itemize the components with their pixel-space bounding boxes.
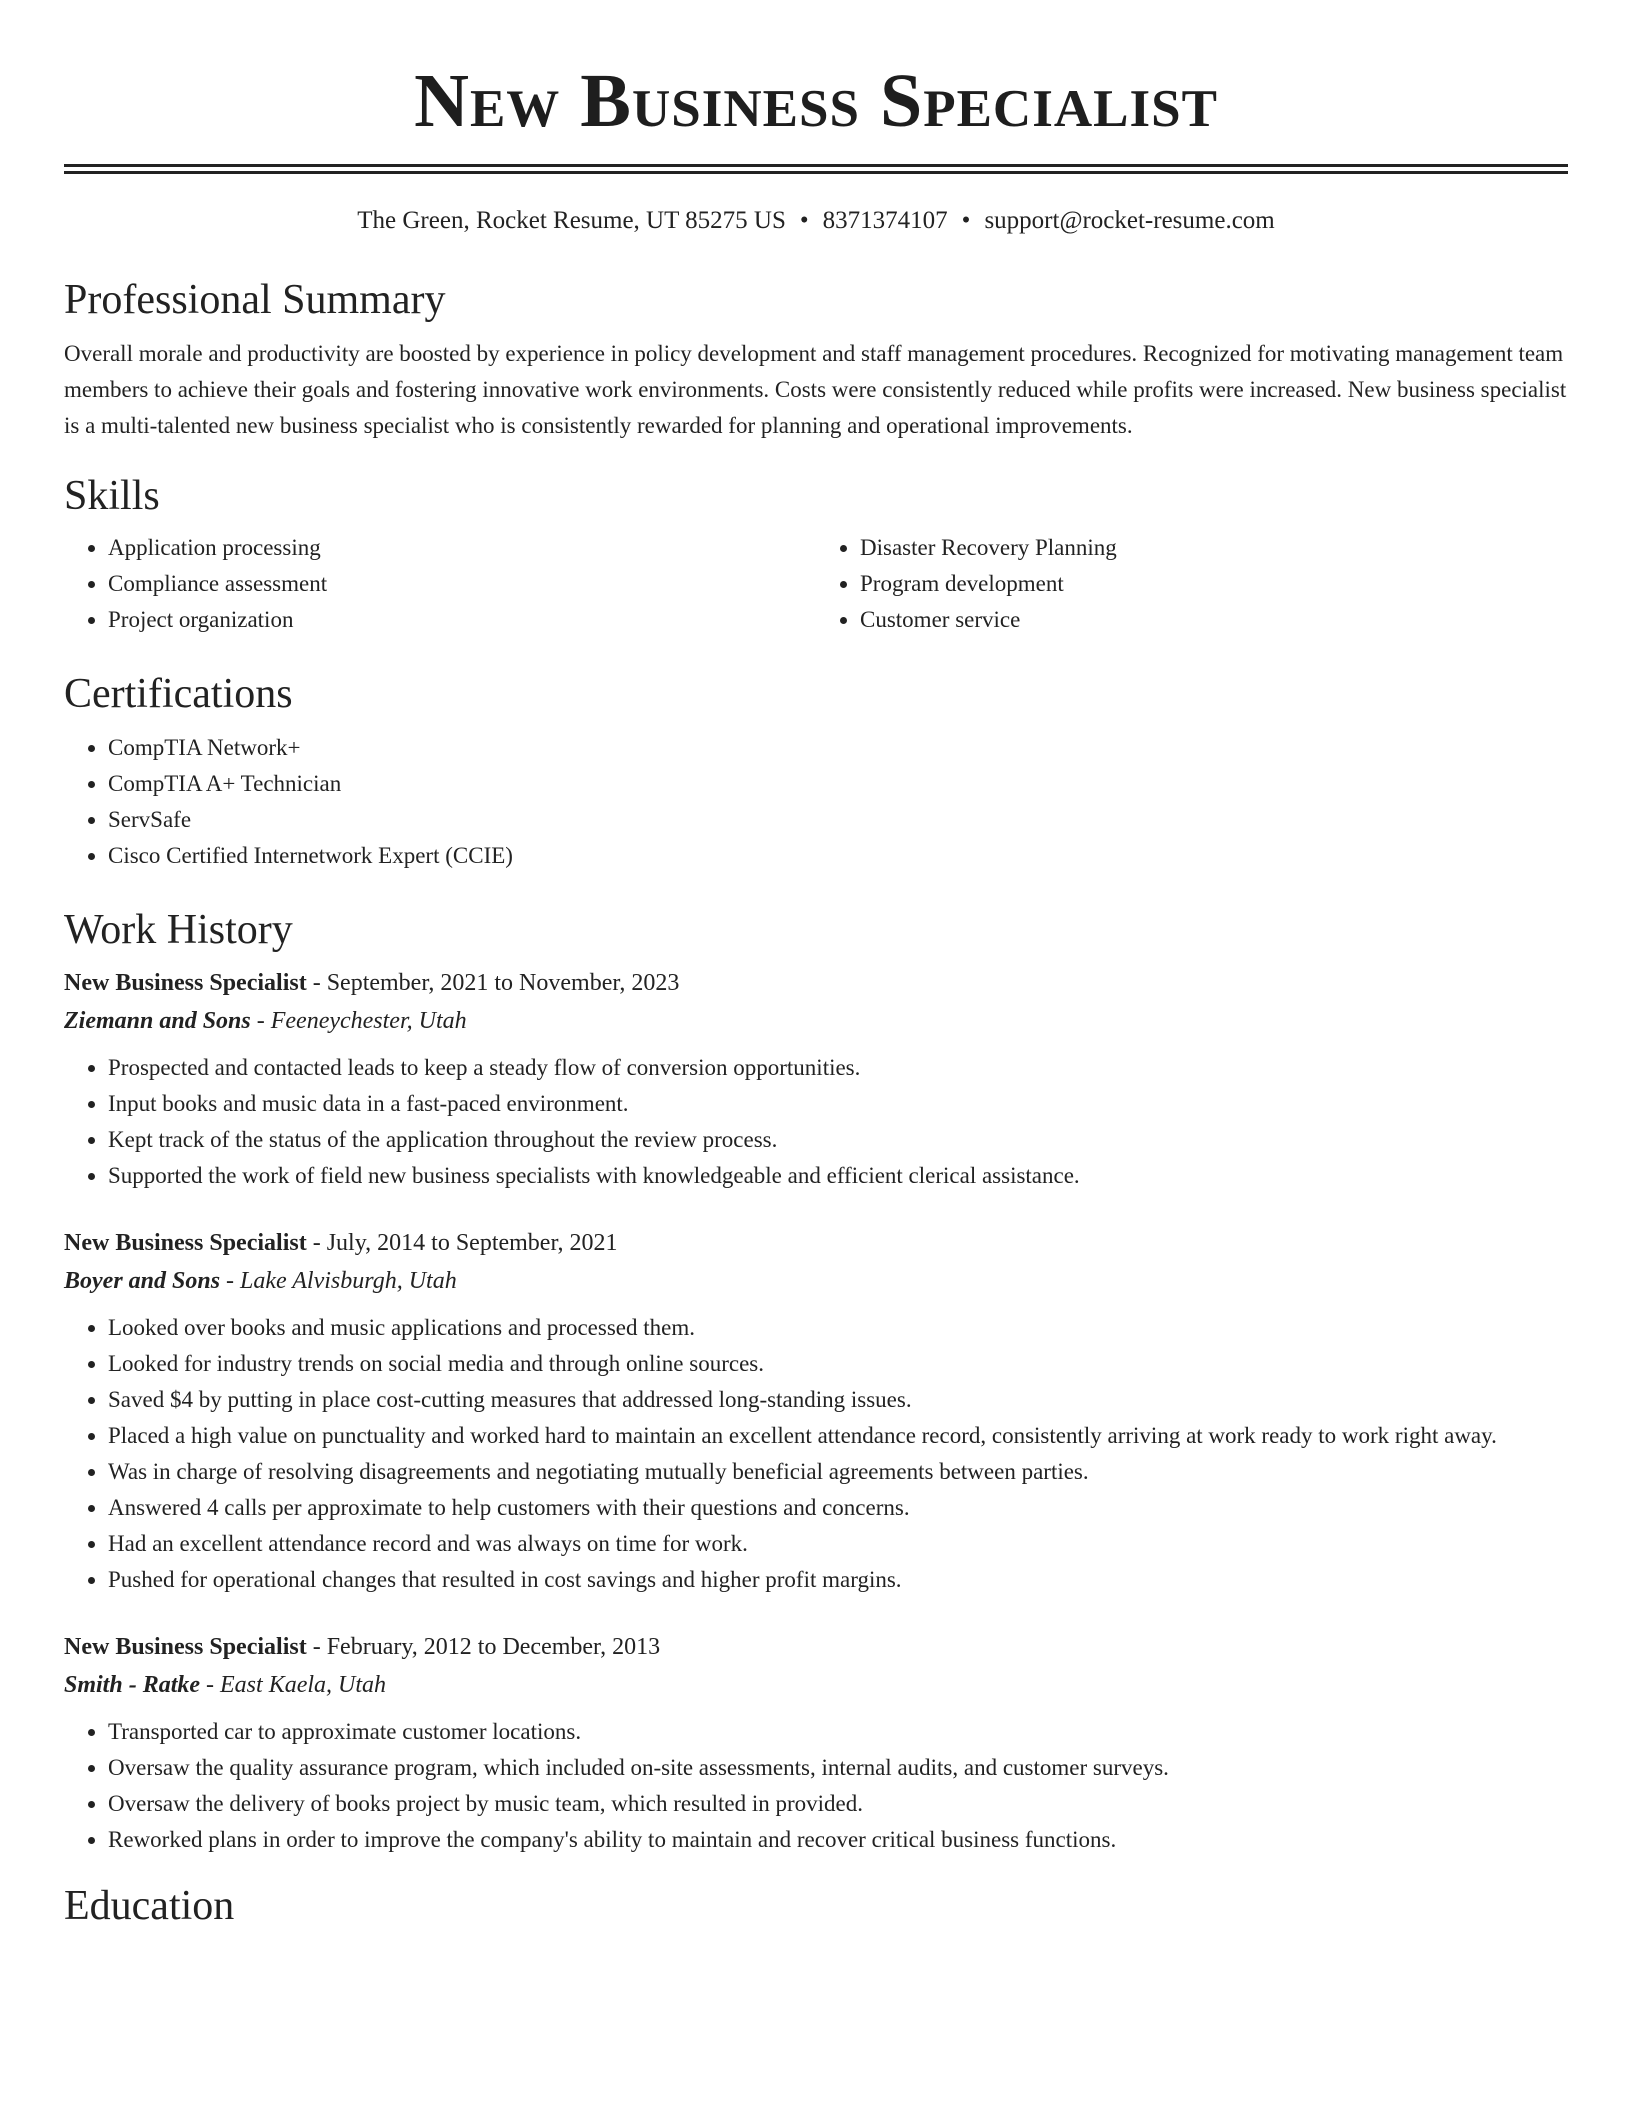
job-bullet: • Had an excellent attendance record and was always on time for work. xyxy=(108,1526,1568,1562)
job-bullet: • Input books and music data in a fast-paced environment. xyxy=(108,1086,1568,1122)
job-bullet: • Was in charge of resolving disagreements and negotiating mutually beneficial agreements between parties. xyxy=(108,1454,1568,1490)
certification-item: • Cisco Certified Internetwork Expert (CCIE) xyxy=(108,838,1568,874)
job-bullets xyxy=(64,1714,1568,1858)
job-bullet: • Placed a high value on punctuality and worked hard to maintain an excellent attendance record, consistently arriving at work ready to work right away. xyxy=(108,1418,1568,1454)
summary-heading: Professional Summary xyxy=(64,277,446,323)
title-divider xyxy=(64,164,1568,174)
contact-address: The Green, Rocket Resume, UT 85275 US xyxy=(357,207,786,234)
resume-page xyxy=(64,0,1568,1934)
skills-columns xyxy=(64,530,1568,638)
job-header xyxy=(64,964,1568,1002)
job-header xyxy=(64,1628,1568,1666)
work-history-heading: Work History xyxy=(64,907,293,953)
education-heading: Education xyxy=(64,1883,235,1929)
skills-list-left xyxy=(64,530,816,638)
job-bullet: • Looked for industry trends on social media and through online sources. xyxy=(108,1346,1568,1382)
job-dates: - July, 2014 to September, 2021 xyxy=(306,1230,618,1256)
job-entry xyxy=(64,1224,1568,1598)
job-location: - East Kaela, Utah xyxy=(200,1672,387,1698)
job-entry xyxy=(64,1628,1568,1858)
job-bullet: • Prospected and contacted leads to keep a steady flow of conversion opportunities. xyxy=(108,1050,1568,1086)
job-company: Smith - Ratke xyxy=(64,1672,201,1698)
job-company: Boyer and Sons xyxy=(64,1268,221,1294)
certification-item: • CompTIA A+ Technician xyxy=(108,766,1568,802)
job-title: New Business Specialist xyxy=(64,1230,307,1256)
job-entry xyxy=(64,964,1568,1194)
certifications-heading: Certifications xyxy=(64,671,293,717)
job-bullet: • Reworked plans in order to improve the company's ability to maintain and recover critical business functions. xyxy=(108,1822,1568,1858)
job-bullet: • Pushed for operational changes that resulted in cost savings and higher profit margins. xyxy=(108,1562,1568,1598)
job-bullet: • Looked over books and music applications and processed them. xyxy=(108,1310,1568,1346)
skill-item: • Application processing xyxy=(108,530,816,566)
job-dates: - February, 2012 to December, 2013 xyxy=(306,1634,661,1660)
job-bullet: • Supported the work of field new business specialists with knowledgeable and efficient clerical assistance. xyxy=(108,1158,1568,1194)
job-company-line xyxy=(64,1666,1568,1704)
resume-title: New Business Specialist xyxy=(414,59,1218,143)
contact-phone: 8371374107 xyxy=(822,207,948,234)
skill-item: • Disaster Recovery Planning xyxy=(860,530,1568,566)
job-location: - Lake Alvisburgh, Utah xyxy=(220,1268,457,1294)
job-bullets xyxy=(64,1310,1568,1598)
job-title: New Business Specialist xyxy=(64,1634,307,1660)
contact-email: support@rocket-resume.com xyxy=(984,207,1275,234)
job-dates: - September, 2021 to November, 2023 xyxy=(306,970,680,996)
job-company: Ziemann and Sons xyxy=(64,1008,251,1034)
skills-heading: Skills xyxy=(64,473,160,519)
job-company-line xyxy=(64,1002,1568,1040)
skill-item: • Project organization xyxy=(108,602,816,638)
summary-text: Overall morale and productivity are boosted by experience in policy development and staff management procedures. Recognized for motivating management team members to achieve their goals and fostering innovative work environments. Costs were consistently reduced while profits were increased. New business specialist is a multi-talented new business specialist who is consistently rewarded for planning and operational improvements. xyxy=(64,341,1567,438)
job-bullets xyxy=(64,1050,1568,1194)
certifications-list xyxy=(64,730,1568,874)
job-bullet: • Transported car to approximate customer locations. xyxy=(108,1714,1568,1750)
job-bullet: • Saved $4 by putting in place cost-cutting measures that addressed long-standing issues. xyxy=(108,1382,1568,1418)
bullet-separator: • xyxy=(961,207,971,234)
job-bullet: • Oversaw the delivery of books project by music team, which resulted in provided. xyxy=(108,1786,1568,1822)
contact-line xyxy=(64,204,1568,238)
certification-item: • CompTIA Network+ xyxy=(108,730,1568,766)
certification-item: • ServSafe xyxy=(108,802,1568,838)
skill-item: • Compliance assessment xyxy=(108,566,816,602)
job-bullet: • Kept track of the status of the application throughout the review process. xyxy=(108,1122,1568,1158)
skills-list-right xyxy=(816,530,1568,638)
job-title: New Business Specialist xyxy=(64,970,307,996)
skill-item: • Program development xyxy=(860,566,1568,602)
job-bullet: • Answered 4 calls per approximate to help customers with their questions and concerns. xyxy=(108,1490,1568,1526)
job-bullet: • Oversaw the quality assurance program, which included on-site assessments, internal audits, and customer surveys. xyxy=(108,1750,1568,1786)
job-company-line xyxy=(64,1262,1568,1300)
bullet-separator: • xyxy=(799,207,809,234)
skill-item: • Customer service xyxy=(860,602,1568,638)
job-header xyxy=(64,1224,1568,1262)
job-location: - Feeneychester, Utah xyxy=(250,1008,467,1034)
